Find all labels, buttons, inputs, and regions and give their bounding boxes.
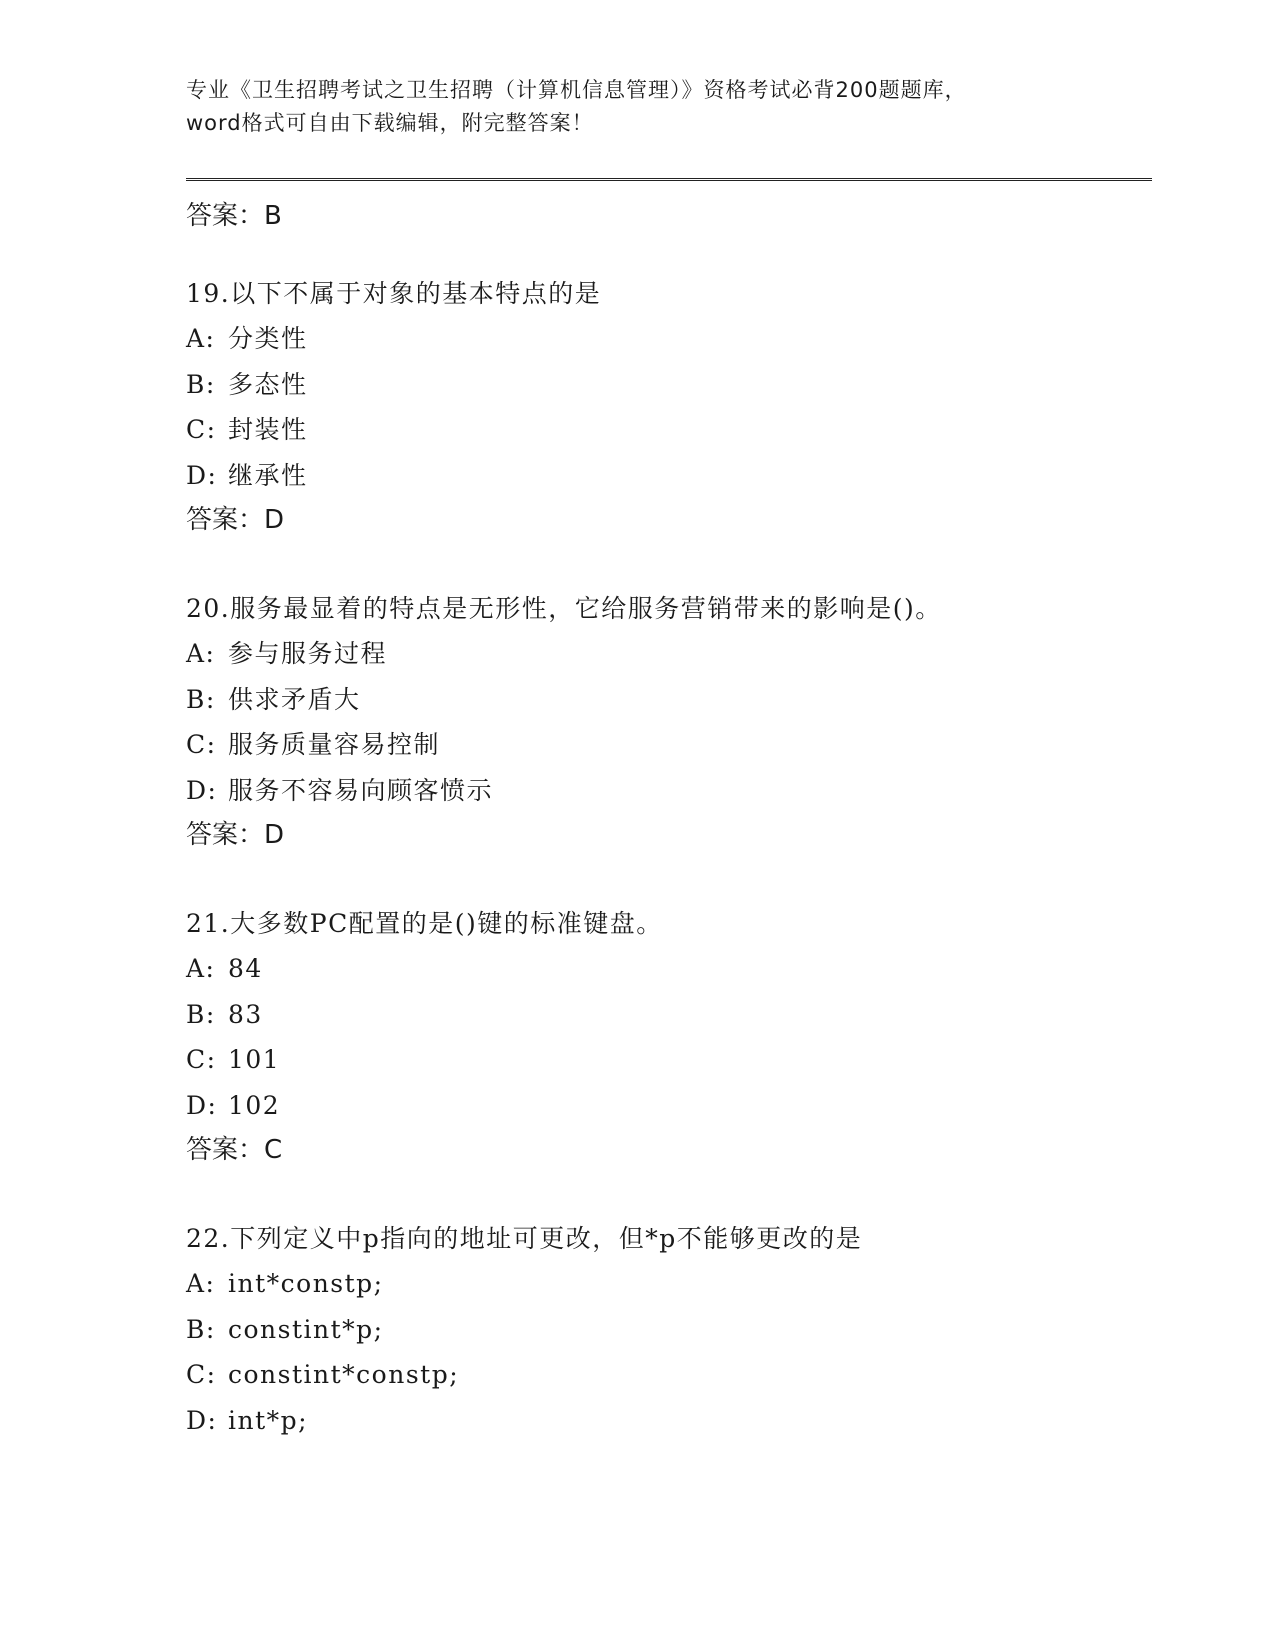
option-text: 封装性 bbox=[228, 415, 308, 445]
option-text: 84 bbox=[228, 954, 263, 984]
option-d bbox=[186, 453, 1146, 498]
option-letter: C: bbox=[186, 730, 217, 760]
option-c bbox=[186, 1037, 1146, 1082]
option-c bbox=[186, 1352, 1146, 1397]
answer-label: 答案：D bbox=[186, 504, 285, 535]
option-c bbox=[186, 722, 1146, 767]
option-text: 101 bbox=[228, 1045, 281, 1075]
question-block bbox=[186, 271, 1146, 543]
option-letter: C: bbox=[186, 1045, 217, 1075]
option-text: 服务不容易向顾客愤示 bbox=[228, 775, 494, 805]
question-text: 22.下列定义中p指向的地址可更改，但*p不能够更改的是 bbox=[186, 1224, 863, 1253]
option-letter: C: bbox=[186, 415, 217, 445]
option-b bbox=[186, 677, 1146, 722]
option-b bbox=[186, 992, 1146, 1037]
answer-label: 答案：B bbox=[186, 201, 282, 231]
question-text: 19.以下不属于对象的基本特点的是 bbox=[186, 279, 602, 308]
option-a bbox=[186, 946, 1146, 991]
question-text: 21.大多数PC配置的是()键的标准键盘。 bbox=[186, 909, 663, 938]
header-line-1: 专业《卫生招聘考试之卫生招聘（计算机信息管理）》资格考试必背200题题库， bbox=[186, 78, 967, 102]
option-text: 102 bbox=[228, 1090, 281, 1120]
header-divider bbox=[186, 178, 1152, 181]
option-d bbox=[186, 768, 1146, 813]
option-letter: B: bbox=[186, 1314, 216, 1344]
option-a bbox=[186, 316, 1146, 361]
option-letter: B: bbox=[186, 369, 216, 399]
option-letter: D: bbox=[186, 1090, 218, 1120]
answer-label: 答案：C bbox=[186, 1134, 283, 1165]
option-letter: A: bbox=[186, 324, 216, 354]
option-letter: D: bbox=[186, 1405, 218, 1435]
option-d bbox=[186, 1398, 1146, 1443]
question-block bbox=[186, 586, 1146, 858]
option-text: 分类性 bbox=[228, 324, 308, 354]
header-line-2: word格式可自由下载编辑，附完整答案！ bbox=[186, 111, 594, 135]
option-d bbox=[186, 1083, 1146, 1128]
question-text: 20.服务最显着的特点是无形性，它给服务营销带来的影响是()。 bbox=[186, 594, 942, 623]
option-a bbox=[186, 631, 1146, 676]
question-block bbox=[186, 901, 1146, 1173]
option-letter: B: bbox=[186, 684, 216, 714]
document-header bbox=[186, 74, 1086, 140]
option-letter: D: bbox=[186, 460, 218, 490]
option-text: int*constp; bbox=[228, 1269, 384, 1299]
option-text: constint*constp; bbox=[228, 1360, 460, 1390]
option-letter: A: bbox=[186, 1269, 216, 1299]
option-letter: B: bbox=[186, 999, 216, 1029]
option-letter: A: bbox=[186, 639, 216, 669]
option-text: int*p; bbox=[228, 1405, 309, 1435]
option-text: 供求矛盾大 bbox=[228, 684, 361, 714]
option-text: constint*p; bbox=[228, 1314, 384, 1344]
option-text: 继承性 bbox=[228, 460, 308, 490]
option-text: 服务质量容易控制 bbox=[228, 730, 441, 760]
answer-label: 答案：D bbox=[186, 819, 285, 850]
option-b bbox=[186, 1307, 1146, 1352]
option-text: 参与服务过程 bbox=[228, 639, 388, 669]
option-b bbox=[186, 362, 1146, 407]
option-letter: C: bbox=[186, 1360, 217, 1390]
option-a bbox=[186, 1261, 1146, 1306]
option-c bbox=[186, 407, 1146, 452]
option-text: 83 bbox=[228, 999, 263, 1029]
option-text: 多态性 bbox=[228, 369, 308, 399]
question-block bbox=[186, 1216, 1146, 1443]
option-letter: A: bbox=[186, 954, 216, 984]
option-letter: D: bbox=[186, 775, 218, 805]
